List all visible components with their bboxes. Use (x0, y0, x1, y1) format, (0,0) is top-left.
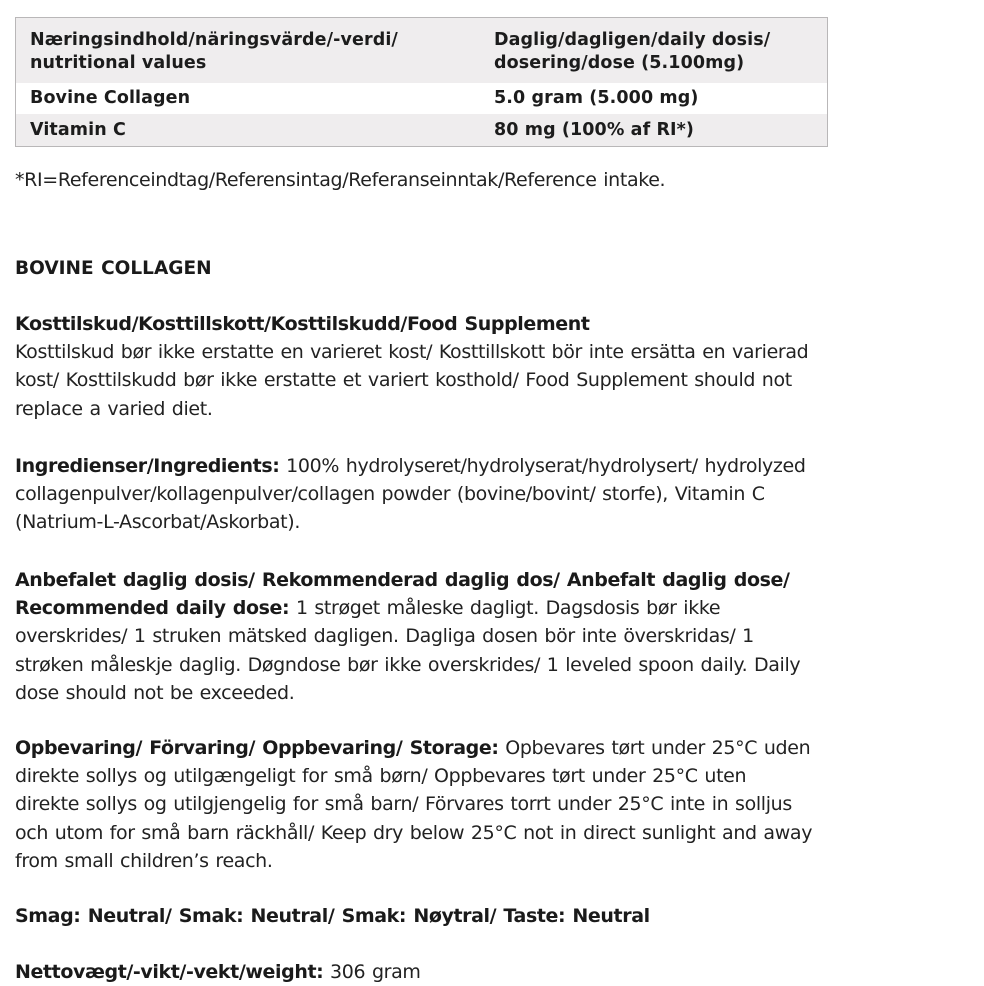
header-daily-dose: Daglig/dagligen/daily dosis/ dosering/dose (5.100mg) (494, 29, 771, 73)
storage-section (15, 734, 815, 875)
ingredients-label: Ingredienser/Ingredients: (15, 455, 280, 477)
nutrient-value: 5.0 gram (5.000 mg) (494, 88, 699, 108)
storage-label: Opbevaring/ Förvaring/ Oppbevaring/ Storage: (15, 737, 499, 759)
ingredients-section (15, 452, 815, 537)
dosage-label: Anbefalet daglig dosis/ Rekommenderad daglig dos/ Anbefalt daglig dose/ Recommended daily dose: (15, 569, 790, 620)
table-row (16, 114, 827, 146)
supplement-title: Kosttilskud/Kosttillskott/Kosttilskudd/Food Supplement (15, 313, 590, 335)
storage-text: Opbevares tørt under 25°C uden direkte sollys og utilgængeligt for små børn/ Oppbevares tørt under 25°C uten direkte sollys og utilgjengelig for små barn/ Förvares torrt under 25°C inte in solljus och utom for små barn räckhåll/ Keep dry below 25°C not in direct sunlight and away from small children’s reach. (15, 737, 813, 872)
dosage-section (15, 566, 815, 707)
ingredients-text: 100% hydrolyseret/hydrolyserat/hydrolysert/ hydrolyzed collagenpulver/kollagenpulver/collagen powder (bovine/bovint/ storfe), Vitamin C (Natrium-L-Ascorbat/Askorbat). (15, 455, 806, 534)
taste-line: Smag: Neutral/ Smak: Neutral/ Smak: Nøytral/ Taste: Neutral (15, 905, 650, 927)
weight-section (15, 958, 815, 986)
nutrition-table (15, 17, 828, 147)
weight-label: Nettovægt/-vikt/-vekt/weight: (15, 961, 324, 983)
nutrient-value: 80 mg (100% af RI*) (494, 119, 695, 140)
supplement-text: Kosttilskud bør ikke erstatte en varieret kost/ Kosttillskott bör inte ersätta en varierad kost/ Kosttilskudd bør ikke erstatte et variert kosthold/ Food Supplement should not replace a varied diet. (15, 341, 809, 420)
reference-intake-footnote: *RI=Referenceindtag/Referensintag/Referanseinntak/Reference intake. (15, 169, 666, 191)
table-row (16, 83, 827, 114)
nutrient-name: Bovine Collagen (30, 88, 191, 108)
supplement-section (15, 310, 815, 423)
dosage-text: 1 strøget måleske dagligt. Dagsdosis bør ikke overskrides/ 1 struken mätsked dagligen. Dagliga dosen bör inte överskridas/ 1 strøken måleskje daglig. Døgndose bør ikke overskrides/ 1 leveled spoon daily. Daily dose should not be exceeded. (15, 597, 801, 704)
nutrient-name: Vitamin C (30, 119, 126, 140)
header-nutritional-values: Næringsindhold/näringsvärde/-verdi/ nutritional values (30, 29, 398, 73)
weight-value: 306 gram (323, 961, 421, 983)
table-header-row (16, 18, 827, 83)
product-title: BOVINE COLLAGEN (15, 258, 212, 279)
